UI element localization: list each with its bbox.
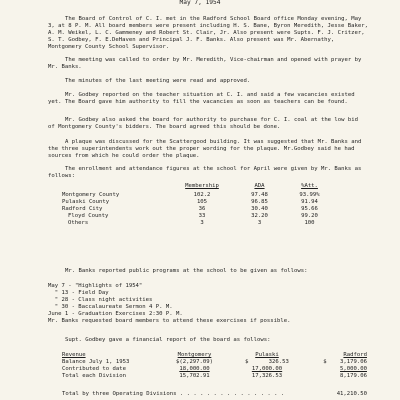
paragraph-minutes (48, 78, 368, 85)
table-row (62, 206, 332, 213)
ada-value: 30.40 (251, 206, 268, 212)
ada-header: ADA (254, 183, 265, 189)
attendance-value: 93.99% (299, 192, 320, 198)
radford-value: 8,179.06 (340, 373, 367, 379)
attendance-pct-header: %Att. (301, 183, 318, 189)
paragraph-text: The enrollment and attendance figures at the school for April were given by Mr. Banks as follows: (48, 166, 365, 179)
county-name: Montgomery County (62, 192, 120, 198)
enrollment-header-row (62, 183, 332, 190)
montgomery-header: Montgomery (177, 352, 212, 358)
paragraph-attendance (48, 16, 372, 51)
attendance-value: 100 (304, 220, 315, 226)
membership-value: 105 (196, 199, 208, 205)
attendance-value: 91.94 (301, 199, 318, 205)
membership-value: 102.2 (193, 192, 211, 198)
ada-value: 3 (257, 220, 262, 226)
membership-value: 33 (198, 213, 206, 219)
paragraph-teacher-situation (48, 92, 368, 106)
paragraph-coal-purchase (48, 117, 368, 131)
pulaski-value: 17,000.00 (251, 366, 283, 372)
radford-header: Radford (343, 352, 367, 358)
paragraph-text: The meeting was called to order by Mr. Meredith, Vice-chairman and opened with prayer by Mr. Banks. (48, 57, 365, 70)
list-item: " 13 - Field Day (48, 290, 109, 296)
montgomery-value: 18,000.00 (179, 366, 210, 372)
paragraph-plaque (48, 139, 368, 160)
table-row (62, 199, 332, 206)
list-item: May 7 - "Highlights of 1954" (48, 283, 143, 289)
enrollment-table (62, 183, 332, 227)
total-value: 41,210.50 (336, 391, 367, 397)
table-row (62, 373, 367, 380)
paragraph-text: Mr. Godbey reported on the teacher situation at C. I. and said a few vacancies existed yet. The Board gave him authority to fill the vacancies as soon as teachers can be found. (48, 92, 358, 105)
ada-value: 32.20 (251, 213, 268, 219)
paragraph-programs-intro (48, 268, 368, 275)
row-label: Balance July 1, 1953 (62, 359, 130, 365)
membership-header: Membership (185, 183, 219, 189)
pulaski-value: $ 326.53 (245, 359, 289, 365)
table-row (62, 213, 332, 220)
county-name: Others (68, 220, 89, 226)
table-row (62, 220, 332, 227)
paragraph-text: Mr. Godbey also asked the board for authority to purchase for C. I. coal at the low bid of Montgomery County's bidders. The board agreed this should be done. (48, 117, 362, 130)
attendance-value: 95.66 (301, 206, 318, 212)
paragraph-text: A plaque was discussed for the Scattergood building. It was suggested that Mr. Banks and the three superintendents work out the proper wording for the plaque. Mr.Godbey said he had sources from which he could order the plaque. (48, 139, 365, 159)
table-row (62, 192, 332, 199)
paragraph-call-to-order (48, 57, 368, 71)
pulaski-header: Pulaski (255, 352, 279, 358)
radford-value: 5,000.00 (340, 366, 367, 372)
table-row (62, 359, 367, 366)
finance-total-line (62, 391, 367, 398)
paragraph-text: The minutes of the last meeting were read and approved. (65, 78, 251, 84)
attendance-value: 99.20 (301, 213, 318, 219)
ada-value: 97.48 (251, 192, 268, 198)
finance-table (62, 352, 367, 380)
county-name: Pulaski County (62, 199, 110, 205)
radford-value: $ 3,179.06 (323, 359, 367, 365)
list-item: Mr. Banks requested board members to attend these exercises if possible. (48, 318, 291, 324)
montgomery-value: 15,702.91 (179, 373, 210, 379)
paragraph-finance-intro (48, 337, 368, 344)
pulaski-value: 17,326.53 (251, 373, 283, 379)
county-name: Floyd County (68, 213, 109, 219)
list-item: " 30 - Baccalaureate Sermon 4 P. M. (48, 304, 173, 310)
paragraph-text: The Board of Control of C. I. met in the Radford School Board office Monday evening, May 3, at 8 P. M. All board members were present including H. S. Bane, Byron Meredith, Jesse Baker, A. M. Weikel, L. C. Gammeney and Robert St. Clair, Jr. Also present were Supts. F. J. Critzer, S. T. Godbey, F. E.DeHaven and Principal J. F. Banks. Also present was Mr. Abernathy, Montgomery County School Supervisor. (48, 16, 372, 50)
revenue-header: Revenue (62, 352, 86, 358)
county-name: Radford City (62, 206, 103, 212)
row-label: Total each Division (62, 373, 126, 379)
paragraph-text: Supt. Godbey gave a financial report of the board as follows: (65, 337, 271, 343)
montgomery-value: $(2,297.09) (175, 359, 214, 365)
paragraph-enrollment-intro (48, 166, 368, 180)
finance-header-row (62, 352, 367, 359)
table-row (62, 366, 367, 373)
membership-value: 3 (200, 220, 204, 226)
programs-list (48, 283, 368, 325)
row-label: Contributed to date (62, 366, 126, 372)
paragraph-text: Mr. Banks reported public programs at the school to be given as follows: (65, 268, 308, 274)
document-date: May 7, 1954 (179, 0, 221, 6)
list-item: June 1 - Graduation Exercises 2:30 P. M. (48, 311, 183, 317)
membership-value: 36 (198, 206, 206, 212)
list-item: " 28 - Class night activities (48, 297, 153, 303)
total-label: Total by three Operating Divisions . . . . . . . . . . . . . . . . (62, 391, 285, 397)
ada-value: 96.85 (251, 199, 268, 205)
